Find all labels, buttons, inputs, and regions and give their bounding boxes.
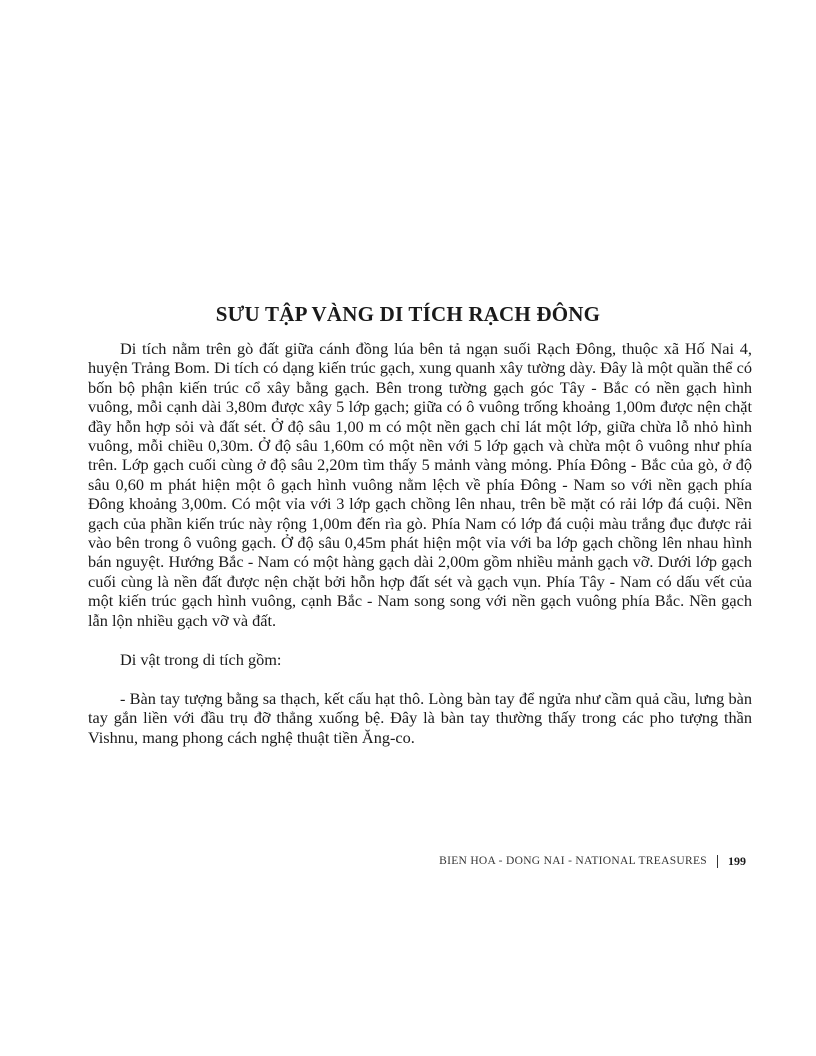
page-footer <box>439 853 746 869</box>
page-number: 199 <box>728 854 746 868</box>
paragraph-artifacts-intro: Di vật trong di tích gồm: <box>120 649 282 669</box>
document-title: SƯU TẬP VÀNG DI TÍCH RẠCH ĐÔNG <box>215 302 601 326</box>
paragraph-site-description: Di tích nằm trên gò đất giữa cánh đồng lúa bên tả ngạn suối Rạch Đông, thuộc xã Hố Nai 4, huyện Trảng Bom. Di tích có dạng kiến trúc gạch, xung quanh xây tường dày. Đây là một quần thể có bốn bộ phận kiến trúc cổ xây bằng gạch. Bên trong tường gạch góc Tây - Bắc có nền gạch hình vuông, mỗi cạnh dài 3,80m được xây 5 lớp gạch; giữa có ô vuông trống khoảng 1,00m được nện chặt đầy hỗn hợp sỏi và đất sét. Ở độ sâu 1,00 m có một nền gạch chỉ lát một lớp, giữa chừa lỗ nhỏ hình vuông, mỗi chiều 0,30m. Ở độ sâu 1,60m có một nền với 5 lớp gạch và chừa một ô vuông như phía trên. Lớp gạch cuối cùng ở độ sâu 2,20m tìm thấy 5 mảnh vàng mỏng. Phía Đông - Bắc của gò, ở độ sâu 0,60 m phát hiện một ô gạch hình vuông nằm lệch về phía Đông - Nam so với nền gạch phía Đông khoảng 3,00m. Có một vỉa với 3 lớp gạch chồng lên nhau, trên bề mặt có rải lớp đá cuội. Nền gạch của phần kiến trúc này rộng 1,00m đến rìa gò. Phía Nam có lớp đá cuội màu trắng đục được rải vào bên trong ô vuông gạch. Ở độ sâu 0,45m phát hiện một vỉa với ba lớp gạch chồng lên nhau hình bán nguyệt. Hướng Bắc - Nam có một hàng gạch dài 2,00m gồm nhiều mảnh gạch vỡ. Dưới lớp gạch cuối cùng là nền đất được nện chặt bởi hỗn hợp đất sét và gạch vụn. Phía Tây - Nam có dấu vết của một kiến trúc gạch hình vuông, cạnh Bắc - Nam song song với nền gạch vuông phía Bắc. Nền gạch lẫn lộn nhiều gạch vỡ và đất. <box>88 339 752 630</box>
body-text <box>88 339 752 767</box>
paragraph-artifact-hand: - Bàn tay tượng bằng sa thạch, kết cấu hạt thô. Lòng bàn tay để ngửa như cầm quả cầu, lưng bàn tay gắn liền với đầu trụ đỡ thẳng xuống bệ. Đây là bàn tay thường thấy trong các pho tượng thần Vishnu, mang phong cách nghệ thuật tiền Ăng-co. <box>88 688 752 747</box>
footer-divider <box>717 855 718 868</box>
running-title: BIEN HOA - DONG NAI - NATIONAL TREASURES <box>439 855 707 867</box>
